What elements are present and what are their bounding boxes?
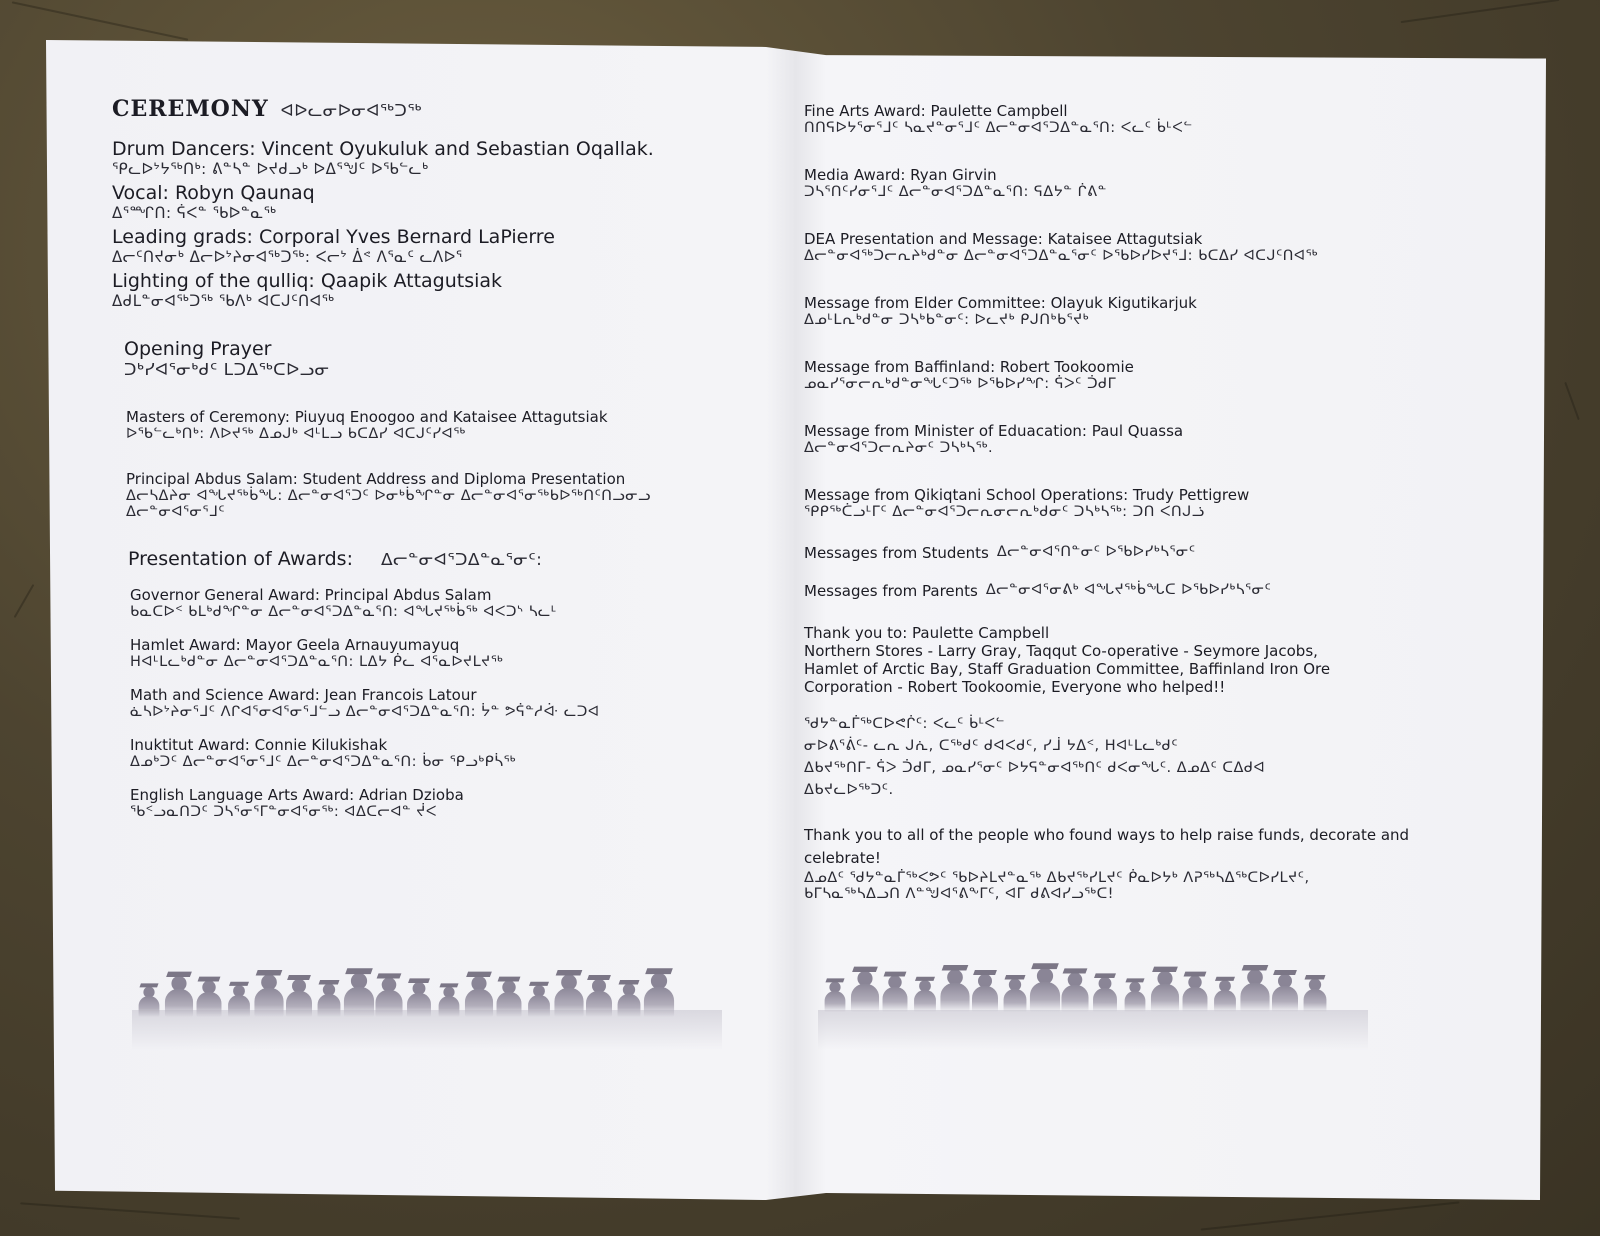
graduate-figure (1125, 978, 1146, 1012)
right-banner-fade (818, 1010, 1368, 1050)
ceremony-heading: CEREMONY (112, 96, 269, 122)
graduate-figure (1240, 965, 1269, 1012)
lighting-qulliq: Lighting of the qulliq: Qaapik Attagutsiak (112, 270, 503, 292)
parents-syllabics: ᐃᓕᓐᓂᐊᕐᓂᕕᒃ ᐊᖓᔪᖅᑳᖓᑕ ᐅᖃᐅᓯᒃᓴᕐᓂᑦ (985, 582, 1272, 598)
graduate-figure (883, 972, 908, 1012)
fine-arts-syllabics: ᑎᑎᕋᐅᔭᕐᓂᕐᒧᑦ ᓴᓇᔪᓐᓂᕐᒧᑦ ᐃᓕᓐᓂᐊᕐᑐᐃᓐᓇᕐᑎ: ᐸᓚᑦ ᑳᒻᐸᓪ (804, 120, 1193, 136)
thank-all-syllabics-2: ᑲᒥᓴᓇᖅᓴᐃᓗᑎ ᐱᓐᖑᐊᕐᕕᖕᒥᑦ, ᐊᒥ ᑯᕕᐊᓯᓗᖅᑕ! (804, 886, 1114, 902)
masters-syllabics: ᐅᖃᓪᓚᒃᑎᒃ: ᐱᐅᔪᖅ ᐃᓄᒍᒃ ᐊᒻᒪᓗ ᑲᑕᐃᓯ ᐊᑕᒍᑦᓯᐊᖅ (126, 426, 466, 442)
awards-heading-syllabics: ᐃᓕᓐᓂᐊᕐᑐᐃᓐᓇᕐᓂᑦ: (380, 550, 543, 570)
thank-you-line-2: Northern Stores - Larry Gray, Taqqut Co-operative - Seymore Jacobs, (804, 642, 1318, 660)
governor-syllabics: ᑲᓇᑕᐅᑉ ᑲᒪᒃᑯᖏᓐᓂ ᐃᓕᓐᓂᐊᕐᑐᐃᓐᓇᕐᑎ: ᐊᖓᔪᖅᑳᖅ ᐊᐸᑐᔅ ᓴᓚᒻ (130, 604, 557, 620)
graduate-figure (318, 980, 341, 1017)
graduate-figure (139, 983, 160, 1017)
graduate-figure (914, 977, 936, 1012)
graduate-figure (165, 972, 193, 1017)
graduate-figure (1304, 975, 1327, 1012)
graduate-figure (1061, 968, 1088, 1012)
english-syllabics: ᖃᑉᓗᓇᑎᑐᑦ ᑐᓴᕐᓂᕐᒥᓐᓂᐊᕐᓂᖅ: ᐊᐃᑕᓕᐊᓐ ᔫᐸ (130, 804, 437, 820)
graduate-figure (1030, 963, 1060, 1012)
graduate-figure (644, 968, 674, 1017)
students-message-row (804, 544, 1454, 562)
graduate-figure (1004, 975, 1027, 1012)
thank-all-text: Thank you to all of the people who found ways to help raise funds, decorate and celebrate! (804, 826, 1410, 867)
graduate-figure (586, 975, 612, 1017)
right-page (804, 102, 1454, 902)
dea-syllabics: ᐃᓕᓐᓂᐊᖅᑐᓕᕆᔨᒃᑯᓐᓂ ᐃᓕᓐᓂᐊᕐᑐᐃᓐᓇᕐᓂᑦ ᐅᖃᐅᓯᐅᔪᕐᒧ: ᑲᑕᐃᓯ ᐊᑕᒍᑦᑎᐊᖅ (804, 248, 1319, 264)
graduates-silhouette-right (822, 970, 1328, 1012)
elder-syllabics: ᐃᓄᒻᒪᕆᒃᑯᓐᓂ ᑐᓴᒃᑲᓐᓂᑦ: ᐅᓚᔪᒃ ᑭᒍᑎᒃᑲᕐᔪᒃ (804, 312, 1090, 328)
elder-committee-message: Message from Elder Committee: Olayuk Kigutikarjuk (804, 294, 1197, 312)
graduate-figure (439, 983, 460, 1017)
math-syllabics: ᓈᓴᐅᔾᔨᓂᕐᒧᑦ ᐱᒋᐊᕐᓂᐊᕐᓂᕐᒧᓪᓗ ᐃᓕᓐᓂᐊᕐᑐᐃᓐᓇᕐᑎ: ᔮᓐ ᕗᕌᓐᓱᐚ ᓚᑐᐊ (130, 704, 600, 720)
thank-you-syllabics-1: ᖁᔭᓐᓇᒦᖅᑕᐅᕙᒌᑦ: ᐸᓚᑦ ᑳᒻᐸᓪ (804, 716, 1005, 732)
graduate-figure (254, 970, 283, 1017)
graduate-figure (528, 982, 550, 1017)
graduate-figure (554, 970, 583, 1017)
english-award: English Language Arts Award: Adrian Dzioba (130, 786, 464, 804)
graduate-figure (497, 977, 522, 1017)
principal-syllabics-2: ᐃᓕᓐᓂᐊᕐᓂᕐᒧᑦ (126, 504, 226, 520)
principal-syllabics-1: ᐃᓕᓴᐃᔨᓂ ᐊᖓᔪᖅᑳᖓ: ᐃᓕᓐᓂᐊᕐᑐᑦ ᐅᓂᒃᑳᖏᓐᓂ ᐃᓕᓐᓂᐊᕐᓂᖅᑲᐅᖅᑎᑦᑎᓗᓂᓗ (126, 488, 651, 504)
graduate-figure (375, 973, 402, 1017)
graduate-figure (1093, 973, 1117, 1012)
thank-you-line-1: Thank you to: Paulette Campbell (804, 624, 1050, 642)
graduate-figure (825, 978, 846, 1012)
graduate-figure (465, 972, 493, 1017)
awards-heading: Presentation of Awards: (128, 548, 353, 570)
parents-message-row (804, 582, 1454, 600)
thank-all-syllabics-1: ᐃᓄᐃᑦ ᖁᔭᓐᓇᒦᖅᐸᕗᑦ ᖃᐅᔨᒪᔪᓐᓇᖅ ᐃᑲᔪᖅᓯᒪᔪᑦ ᑮᓇᐅᔭᒃ ᐱᕈᖅᓴᐃᖅᑕᐅᓯᒪᔪᑦ, (804, 870, 1310, 886)
media-syllabics: ᑐᓴᕐᑎᑦᓯᓂᕐᒧᑦ ᐃᓕᓐᓂᐊᕐᑐᐃᓐᓇᕐᑎ: ᕋᐃᔭᓐ ᒌᕕᓐ (804, 184, 1107, 200)
students-message: Messages from Students (804, 544, 989, 562)
vocal-syllabics: ᐃᕐᙱᑎ: ᕌᐸᓐ ᖃᐅᓐᓇᖅ (112, 204, 277, 222)
drum-dancers-syllabics: ᕿᓚᐅᔾᔭᖅᑎᒃ: ᕕᓐᓴᓐ ᐅᔪᑯᓗᒃ ᐅᐃᕐᖑᑦ ᐅᖃᓪᓚᒃ (112, 160, 429, 178)
left-page (112, 96, 732, 820)
thank-you-syllabics-4: ᐃᑲᔪᓚᐅᖅᑐᑦ. (804, 782, 894, 798)
thank-you-line-3: Hamlet of Arctic Bay, Staff Graduation Committee, Baffinland Iron Ore (804, 660, 1331, 678)
fine-arts-award: Fine Arts Award: Paulette Campbell (804, 102, 1068, 120)
ceremony-heading-row (112, 96, 732, 122)
graduate-figure (286, 975, 312, 1017)
qikiqtani-syllabics: ᕿᑭᖅᑖᓗᒻᒥᑦ ᐃᓕᓐᓂᐊᕐᑐᓕᕆᓂᓕᕆᒃᑯᓂᑦ ᑐᓴᒃᓴᖅ: ᑐᑎ ᐸᑎᒍᓘ (804, 504, 1205, 520)
thank-you-line-4: Corporation - Robert Tookoomie, Everyone who helped!! (804, 678, 1226, 696)
hamlet-syllabics: ᕼᐊᒻᒪᓚᒃᑯᓐᓂ ᐃᓕᓐᓂᐊᕐᑐᐃᓐᓇᕐᑎ: ᒪᐃᔭ ᑮᓚ ᐊᕐᓇᐅᔪᒪᔪᖅ (130, 654, 504, 670)
vocal: Vocal: Robyn Qaunaq (112, 182, 315, 204)
ceremony-heading-syllabics: ᐊᐅᓚᓂᐅᓂᐊᖅᑐᖅ (280, 101, 422, 121)
lighting-qulliq-syllabics: ᐃᑯᒪᓐᓂᐊᖅᑐᖅ ᖃᐱᒃ ᐊᑕᒍᑦᑎᐊᖅ (112, 292, 335, 310)
graduate-figure (197, 977, 222, 1017)
thank-you-syllabics-2: ᓂᐅᕕᕐᕖᑦ- ᓚᕆ ᒍᕇ, ᑕᖅᑯᑦ ᑯᐊᐸᑯᑦ, ᓯᒨ ᔭᐃᑉ, ᕼᐊᒻᒪᓚᒃᑯᑦ (804, 738, 1179, 754)
graduate-figure (940, 965, 969, 1012)
baffinland-message: Message from Baffinland: Robert Tookoomie (804, 358, 1134, 376)
graduate-figure (228, 982, 250, 1017)
hamlet-award: Hamlet Award: Mayor Geela Arnauyumayuq (130, 636, 460, 654)
minister-message: Message from Minister of Eduacation: Paul Quassa (804, 422, 1184, 440)
graduate-figure (1151, 967, 1179, 1012)
graduate-figure (972, 970, 998, 1012)
thank-you-syllabics-3: ᐃᑲᔪᖅᑎᒥ- ᕌᐳ ᑑᑯᒥ, ᓄᓇᓯᕐᓂᑦ ᐅᔭᕋᓐᓂᐊᖅᑎᑦ ᑯᐸᓂᖓᑦ. ᐃᓄᐃᑦ ᑕᐃᑯᐊ (804, 760, 1266, 776)
leading-grads: Leading grads: Corporal Yves Bernard LaPierre (112, 226, 555, 248)
inuktitut-syllabics: ᐃᓄᒃᑐᑦ ᐃᓕᓐᓂᐊᕐᓂᕐᒧᑦ ᐃᓕᓐᓂᐊᕐᑐᐃᓐᓇᕐᑎ: ᑳᓂ ᕿᓗᒃᑭᓵᖅ (130, 754, 516, 770)
graduates-silhouette-left (136, 975, 672, 1017)
graduate-figure (851, 967, 879, 1012)
graduate-figure (344, 968, 374, 1017)
graduate-figure (618, 980, 641, 1017)
qikiqtani-message: Message from Qikiqtani School Operations: Trudy Pettigrew (804, 486, 1250, 504)
awards-heading-row (128, 548, 732, 570)
minister-syllabics: ᐃᓕᓐᓂᐊᕐᑐᓕᕆᔨᓂᑦ ᑐᓴᒃᓴᖅ. (804, 440, 994, 456)
graduate-figure (407, 978, 431, 1017)
graduate-figure (1272, 970, 1298, 1012)
parents-message: Messages from Parents (804, 582, 978, 600)
drum-dancers: Drum Dancers: Vincent Oyukuluk and Sebastian Oqallak. (112, 138, 654, 160)
governor-general-award: Governor General Award: Principal Abdus Salam (130, 586, 492, 604)
opening-prayer: Opening Prayer (124, 338, 272, 360)
media-award: Media Award: Ryan Girvin (804, 166, 997, 184)
inuktitut-award: Inuktitut Award: Connie Kilukishak (130, 736, 388, 754)
masters-of-ceremony: Masters of Ceremony: Piuyuq Enoogoo and Kataisee Attagutsiak (126, 408, 608, 426)
leading-grads-syllabics: ᐃᓕᑦᑎᔪᓂᒃ ᐃᓕᐅᔾᔨᓂᐊᖅᑐᖅ: ᐸᓕᔾ ᐄᕝ ᐱᕐᓇᑦ ᓚᐱᐅᕐ (112, 248, 463, 266)
baffinland-syllabics: ᓄᓇᓯᕐᓂᓕᕆᒃᑯᓐᓂᖓᑦᑐᖅ ᐅᖃᐅᓯᖏ: ᕌᐳᑦ ᑑᑯᒥ (804, 376, 1117, 392)
graduate-figure (1214, 977, 1236, 1012)
students-syllabics: ᐃᓕᓐᓂᐊᕐᑎᓐᓂᑦ ᐅᖃᐅᓯᒃᓴᕐᓂᑦ (996, 544, 1196, 560)
opening-prayer-syllabics: ᑐᒃᓯᐊᕐᓂᒃᑯᑦ ᒪᑐᐃᖅᑕᐅᓗᓂ (124, 360, 330, 380)
principal-address: Principal Abdus Salam: Student Address and Diploma Presentation (126, 470, 626, 488)
dea-presentation: DEA Presentation and Message: Kataisee Attagutsiak (804, 230, 1203, 248)
math-science-award: Math and Science Award: Jean Francois Latour (130, 686, 477, 704)
graduate-figure (1183, 972, 1208, 1012)
